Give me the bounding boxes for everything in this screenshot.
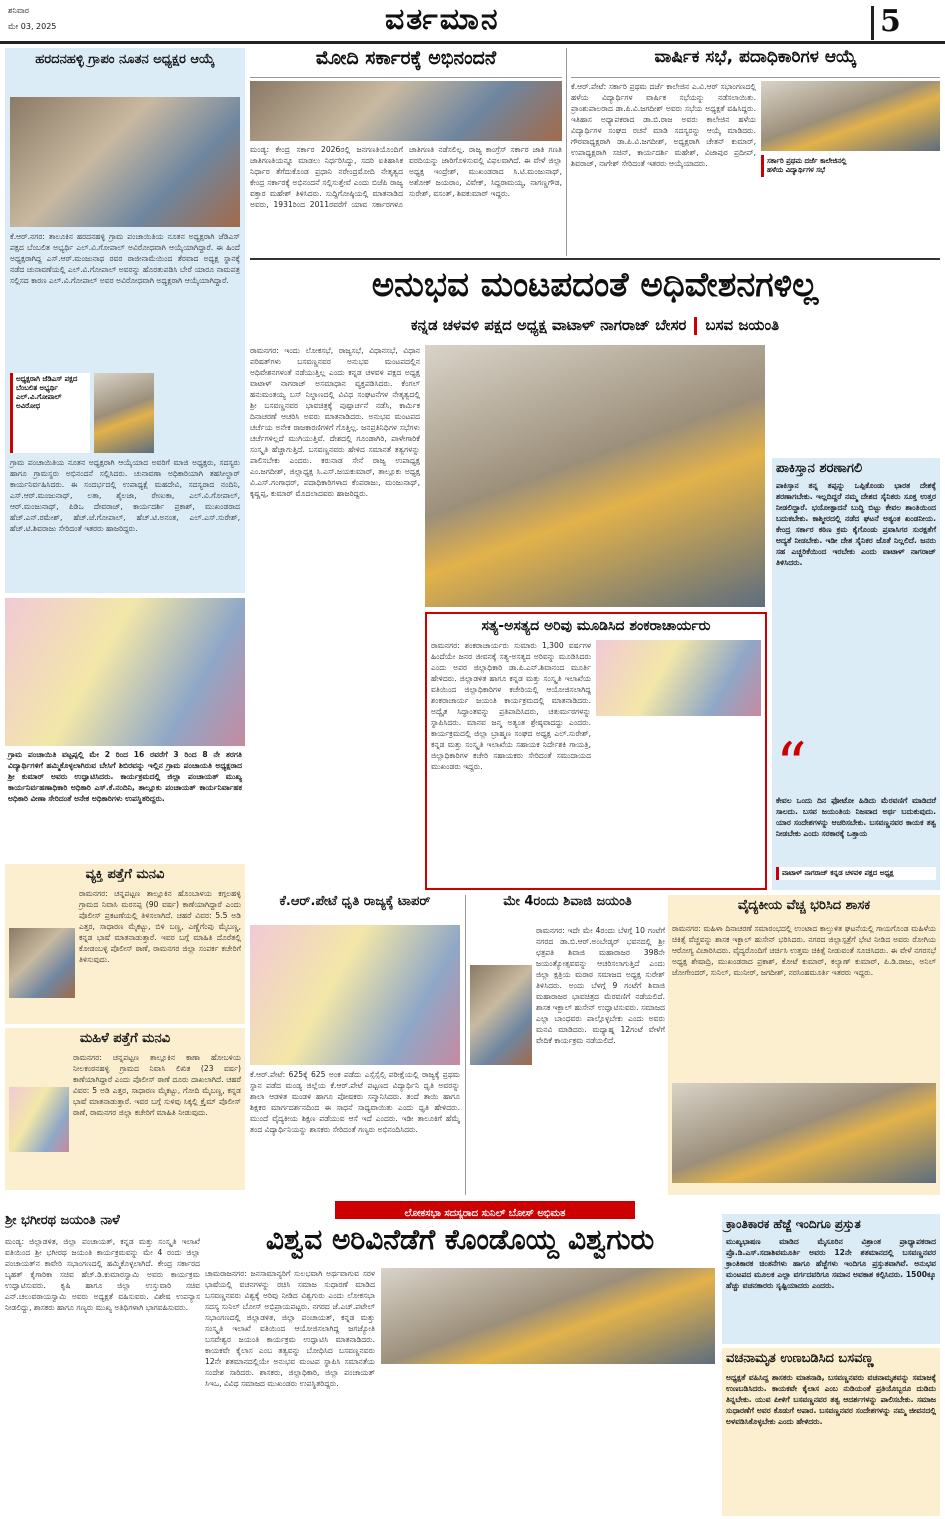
article-anubhava-mantapa xyxy=(250,258,940,310)
article-photo xyxy=(596,640,761,716)
quote-source: ವಾಟಾಳ್ ನಾಗರಾಜ್ ಕನ್ನಡ ಚಳವಳಿ ಪಕ್ಷದ ಅಧ್ಯಕ್ಷ xyxy=(776,867,936,880)
article-quote: ಕೇವಲ ಒಂದು ದಿನ ಫೋಟೋ ಹಿಡಿದು ಮೆರವಣಿಗೆ ಮಾಡಿದರೆ ಸಾಲದು. ಬಸವ ಜಯಂತಿಯ ನಿಜವಾದ ಅರ್ಥ ಬದುಕುವುದು. ಯಾರ ಸಂದೇಶಗಳನ್ನು ಆಚರಿಸಬೇಕು. ಬಸವಣ್ಣನವರ ಕಾಯಕ ತತ್ವ ನೀಡಬೇಕು ಎಂದು ಸರಕಾರಕ್ಕೆ ಒತ್ತಾಯ xyxy=(776,796,936,838)
article-headline: ವೈದ್ಯಕೀಯ ವೆಚ್ಚ ಭರಿಸಿದ ಶಾಸಕ xyxy=(737,898,871,913)
article-caption: ಅಧ್ಯಕ್ಷರಾಗಿ ಜೆಡಿಎಸ್ ಪಕ್ಷದ ಬೆಂಬಲಿತ ಅಭ್ಯರ್ಥಿ ಎಲ್.ವಿ.ಗೋಪಾಲ್ ಅವಿರೋಧ xyxy=(10,373,90,453)
article-body: ಪಾಕಿಸ್ತಾನ ತನ್ನ ತಪ್ಪನ್ನು ಒಪ್ಪಿಕೊಂಡು ಭಾರತ ದೇಶಕ್ಕೆ ಶರಣಾಗಬೇಕು. ಇಲ್ಲದಿದ್ದರೆ ನಮ್ಮ ದೇಶದ ಸೈನಿಕರು ಸೂಕ್ತ ಉತ್ತರ ನೀಡಲಿದ್ದಾರೆ. ಭಯೋತ್ಪಾದನೆ ಬುದ್ಧಿ ಬಿಟ್ಟು ಕೇವಲ ಶಾಂತಿಯಿಂದ ಬದುಕಬೇಕು. ಕಾಶ್ಮೀರದಲ್ಲಿ ನಡೆದ ಘಟನೆ ಅತ್ಯಂತ ಖಂಡನೀಯ. ಕೇಂದ್ರ ಸರ್ಕಾರ ಕಠಿಣ ಕ್ರಮ ಕೈಗೊಂಡು ಪ್ರವಾಸಿಗರ ಸುರಕ್ಷತೆಗೆ ಆದ್ಯತೆ ನೀಡಬೇಕು. ಇಡೀ ದೇಶ ಸೈನಿಕರ ಜೊತೆ ನಿಲ್ಲಲಿದೆ. ಜನರು ಸಹ ಎಚ್ಚರಿಕೆಯಿಂದ ಇರಬೇಕು ಎಂದು ವಾಟಾಳ್ ನಾಗರಾಜ್ ತಿಳಿಸಿದರು. xyxy=(776,481,936,567)
missing-person-photo xyxy=(9,928,75,998)
article-body: ಮಂಡ್ಯ: ಜಿಲ್ಲಾಡಳಿತ, ಜಿಲ್ಲಾ ಪಂಚಾಯತ್, ಕನ್ನಡ ಮತ್ತು ಸಂಸ್ಕೃತಿ ಇಲಾಖೆ ವತಿಯಿಂದ ಶ್ರೀ ಭಗೀರಥ ಜಯಂತಿ ಕಾರ್ಯಕ್ರಮವನ್ನು ಮೇ 4 ರಂದು ಜಿಲ್ಲಾ ಪಂಚಾಯತ್‌ನ ಕಾವೇರಿ ಸಭಾಂಗಣದಲ್ಲಿ ಹಮ್ಮಿಕೊಳ್ಳಲಾಗಿದೆ. ಕೇಂದ್ರ ಸರ್ಕಾರದ ಬೃಹತ್ ಕೈಗಾರಿಕಾ ಸಚಿವ ಹೆಚ್.ಡಿ.ಕುಮಾರಸ್ವಾಮಿ ಅವರು ಕಾರ್ಯಕ್ರಮ ಉದ್ಘಾಟಿಸುವರು. ಕೃಷಿ ಹಾಗೂ ಜಿಲ್ಲಾ ಉಸ್ತುವಾರಿ ಸಚಿವ ಎನ್.ಚಲುವರಾಯಸ್ವಾಮಿ ಅವರು ಅಧ್ಯಕ್ಷತೆ ವಹಿಸುವರು. ವಿಶೇಷ ಉಪನ್ಯಾಸ ನೀಡಲಿದ್ದು, ಶಾಸಕರು ಹಾಗೂ ಗಣ್ಯರು ಮುಖ್ಯ ಅತಿಥಿಗಳಾಗಿ ಭಾಗವಹಿಸುವರು. xyxy=(5,1237,200,1312)
article-body-continued: ಗ್ರಾಮ ಪಂಚಾಯಿತಿಯ ನೂತನ ಅಧ್ಯಕ್ಷರಾಗಿ ಆಯ್ಕೆಯಾದ ಅವರಿಗೆ ಮಾಜಿ ಅಧ್ಯಕ್ಷರು, ಸದಸ್ಯರು ಹಾಗೂ ಗ್ರಾಮಸ್ಥರು ಅಭಿನಂದನೆ ಸಲ್ಲಿಸಿದರು. ಚುನಾವಣಾ ಅಧಿಕಾರಿಯಾಗಿ ತಹಸೀಲ್ದಾರ್ ಕಾರ್ಯನಿರ್ವಹಿಸಿದರು. ಈ ಸಂದರ್ಭದಲ್ಲಿ ಉಪಾಧ್ಯಕ್ಷೆ ಮಹದೇವಿ, ಸದಸ್ಯರಾದ ನಂದಿನಿ, ಎಸ್.ಆರ್.ಮಂಜುನಾಥ್, ಲತಾ, ಶೈಲಜಾ, ರೇಣುಕಾ, ಎಲ್.ವಿ.ಗೋಪಾಲ್, ಆರ್.ಮಂಜುನಾಥ್, ಪಿಡಿಒ ದೇವರಾಜ್, ಕಾರ್ಯದರ್ಶಿ ಪ್ರಕಾಶ್, ಮುಖಂಡರಾದ ಹೆಚ್.ಎನ್.ರಮೇಶ್, ಹೆಚ್.ಜೆ.ಗೋಪಾಲ್, ಹೆಚ್.ಟಿ.ಅನಂತ, ಎಲ್.ಎಸ್.ಸುರೇಶ್, ಹೆಚ್.ಟಿ.ಶಿವರಾಜು ಸೇರಿದಂತೆ ಇತರರು ಹಾಜರಿದ್ದರು. xyxy=(10,458,240,533)
article-body: ರಾಮನಗರ: ಇದೇ ಮೇ 4ರಂದು ಬೆಳಗ್ಗೆ 10 ಗಂಟೆಗೆ ನಗರದ ಡಾ.ಬಿ.ಆರ್.ಅಂಬೇಡ್ಕರ್ ಭವನದಲ್ಲಿ ಶ್ರೀ ಛತ್ರಪತಿ ಶಿವಾಜಿ ಮಹಾರಾಜರ 398ನೇ ಜಯಂತ್ಯೋತ್ಸವವನ್ನು ಆಚರಿಸಲಾಗುತ್ತಿದೆ ಎಂದು ಜಿಲ್ಲಾ ಕ್ಷತ್ರಿಯ ಮರಾಠ ಸಮಾಜದ ಅಧ್ಯಕ್ಷ ಸುರೇಶ್ ತಿಳಿಸಿದರು. ಅಂದು ಬೆಳಗ್ಗೆ 9 ಗಂಟೆಗೆ ಶಿವಾಜಿ ಮಹಾರಾಜರ ಭಾವಚಿತ್ರದ ಮೆರವಣಿಗೆ ನಡೆಯಲಿದೆ. ಶಾಸಕ ಇಕ್ಬಾಲ್ ಹುಸೇನ್ ಉದ್ಘಾಟಿಸುವರು. ಸಮಾಜದ ಎಲ್ಲಾ ಬಾಂಧವರು ಪಾಲ್ಗೊಳ್ಳಬೇಕು ಎಂದು ಅವರು ಮನವಿ ಮಾಡಿದರು. ಮಧ್ಯಾಹ್ನ 12ಗಂಟೆ ವೇಳೆಗೆ ವೇದಿಕೆ ಕಾರ್ಯಕ್ರಮ ನಡೆಯಲಿದೆ. xyxy=(536,926,665,1045)
article-shankaracharya xyxy=(425,612,767,890)
article-kicker-text: ಲೋಕಸಭಾ ಸದಸ್ಯರಾದ ಸುನಿಲ್ ಬೋಸ್ ಅಭಿಮತ xyxy=(404,1208,566,1219)
article-pakistan xyxy=(772,458,940,890)
article-body: ಗ್ರಾಮ ಪಂಚಾಯಿತಿ ವಟ್ಟಪ್ಪಲ್ಲಿ ಮೇ 2 ರಿಂದ 16 ರವರೆಗೆ 3 ರಿಂದ 8 ನೇ ತರಗತಿ ವಿದ್ಯಾರ್ಥಿಗಳಿಗೆ ಹಮ್ಮಿಕೊಳ್ಳಲಾಗಿರುವ ಬೇಸಿಗೆ ಶಿಬಿರವನ್ನು ಇಲ್ಲಿನ ಗ್ರಾಮ ಪಂಚಾಯತಿ ಅಧ್ಯಕ್ಷರಾದ ಶ್ರೀ ಕುಮಾರ್ ಅವರು ಉದ್ಘಾಟಿಸಿದರು. ಕಾರ್ಯಕ್ರಮದಲ್ಲಿ ಜಿಲ್ಲಾ ಪಂಚಾಯತ್ ಮುಖ್ಯ ಕಾರ್ಯನಿರ್ವಹಣಾಧಿಕಾರಿ ಅಧಿಕಾರಿ ಎಸ್.ಕೆ.ನಂದಿನಿ, ತಾಲ್ಲೂಕು ಪಂಚಾಯತ್ ಕಾರ್ಯನಿರ್ವಾಹಕ ಅಧಿಕಾರಿ ವೀಣಾ ಸೇರಿದಂತೆ ಅನೇಕ ಅಧಿಕಾರಿಗಳು ಉಪಸ್ಥಿತರಿದ್ದರು. xyxy=(8,750,242,803)
page-number-divider xyxy=(871,6,874,40)
article-body: ಚಾಮರಾಜನಗರ: ಜನಸಾಮಾನ್ಯರಿಗೆ ಸುಲಭವಾಗಿ ಅರ್ಥವಾಗುವ ಸರಳ ಭಾಷೆಯಲ್ಲಿ ವಚನಗಳನ್ನು ರಚಿಸಿ ಸಮಾಜ ಸುಧಾರಣೆ ಮಾಡಿದ ಬಸವಣ್ಣನವರು ವಿಶ್ವಕ್ಕೆ ಅರಿವು ನೀಡಿದ ವಿಶ್ವಗುರು ಎಂದು ಲೋಕಸಭಾ ಸದಸ್ಯ ಸುನಿಲ್ ಬೋಸ್ ಅಭಿಪ್ರಾಯಪಟ್ಟರು. ನಗರದ ಜೆ.ಎಚ್.ಪಟೇಲ್ ಸಭಾಂಗಣದಲ್ಲಿ ಜಿಲ್ಲಾಡಳಿತ, ಜಿಲ್ಲಾ ಪಂಚಾಯತ್, ಕನ್ನಡ ಮತ್ತು ಸಂಸ್ಕೃತಿ ಇಲಾಖೆ ವತಿಯಿಂದ ಆಯೋಜಿಸಲಾಗಿದ್ದ ಜಗಜ್ಯೋತಿ ಬಸವೇಶ್ವರ ಜಯಂತಿ ಕಾರ್ಯಕ್ರಮ ಉದ್ಘಾಟಿಸಿ ಮಾತನಾಡಿದರು. ಕಾಯಕವೇ ಕೈಲಾಸ ಎಂಬ ತತ್ವವನ್ನು ಬೋಧಿಸಿದ ಬಸವಣ್ಣನವರು 12ನೇ ಶತಮಾನದಲ್ಲಿಯೇ ಅನುಭವ ಮಂಟಪ ಸ್ಥಾಪಿಸಿ ಸಮಾನತೆಯ ಸಂದೇಶ ಸಾರಿದರು. ಶಾಸಕರು, ಜಿಲ್ಲಾಧಿಕಾರಿ, ಜಿಲ್ಲಾ ಪಂಚಾಯತ್ ಸಿಇಒ, ವಿವಿಧ ಸಮಾಜದ ಮುಖಂಡರು ಉಪಸ್ಥಿತರಿದ್ದರು. xyxy=(205,1269,375,1388)
article-photo xyxy=(672,1083,936,1183)
article-headline: ಕ್ರಾಂತಿಕಾರಕ ಹೆಜ್ಜೆ ಇಂದಿಗೂ ಪ್ರಸ್ತುತ xyxy=(726,1217,861,1231)
article-body: ಮುಖ್ಯಭಾಷಣ ಮಾಡಿದ ಮೈಸೂರಿನ ವಿಶ್ರಾಂತ ಪ್ರಾಧ್ಯಾಪಕರಾದ ಪ್ರೊ.ಡಿ.ಎಸ್.ಸದಾಶಿವಮೂರ್ತಿ ಅವರು 12ನೇ ಶತಮಾನದಲ್ಲಿ ಬಸವಣ್ಣನವರ ಕ್ರಾಂತಿಕಾರಕ ಚಿಂತನೆಗಳು ಹಾಗೂ ಹೆಜ್ಜೆಗಳು ಇಂದಿಗೂ ಪ್ರಸ್ತುತವಾಗಿವೆ. ಅನುಭವ ಮಂಟಪದ ಮೂಲಕ ಎಲ್ಲಾ ವರ್ಗದವರಿಗೂ ಸಮಾನ ಅವಕಾಶ ಕಲ್ಪಿಸಿದರು. 1500ಕ್ಕೂ ಹೆಚ್ಚು ವಚನಕಾರರು ಸೃಷ್ಟಿಯಾದರು ಎಂದರು. xyxy=(726,1237,936,1290)
article-photo xyxy=(761,81,940,151)
article-headline: ಮೇ 4ರಂದು ಶಿವಾಜಿ ಜಯಂತಿ xyxy=(503,895,632,909)
masthead xyxy=(0,0,945,44)
article-headline: ವಚನಾಮೃತ ಉಣಬಡಿಸಿದ ಬಸವಣ್ಣ xyxy=(726,1351,874,1366)
article-missing-man xyxy=(5,864,245,1024)
article-headline: ಸತ್ಯ-ಅಸತ್ಯದ ಅರಿವು ಮೂಡಿಸಿದ ಶಂಕರಾಚಾರ್ಯರು xyxy=(481,618,711,634)
article-mla-medical xyxy=(668,895,940,1195)
article-headline: ಪಾಕಿಸ್ತಾನ ಶರಣಾಗಲಿ xyxy=(776,461,863,476)
article-body: ರಾಮನಗರ: ಶಂಕರಾಚಾರ್ಯರು ಸುಮಾರು 1,300 ವರ್ಷಗಳ ಹಿಂದೆಯೇ ಜನರ ಜೀವನಕ್ಕೆ ಸತ್ಯ-ಅಸತ್ಯದ ಅರಿವನ್ನು ಮೂಡಿಸಿದರು ಎಂದು ಅಪರ ಜಿಲ್ಲಾಧಿಕಾರಿ ಡಾ.ಪಿ.ಎನ್.ಶಿವಾನಂದ ಮೂರ್ತಿ ಹೇಳಿದರು. ಜಿಲ್ಲಾಡಳಿತ ಹಾಗೂ ಕನ್ನಡ ಮತ್ತು ಸಂಸ್ಕೃತಿ ಇಲಾಖೆಯ ವತಿಯಿಂದ ಜಿಲ್ಲಾಧಿಕಾರಿಗಳ ಕಚೇರಿಯಲ್ಲಿ ಆಯೋಜಿಸಲಾಗಿದ್ದ ಶಂಕರಾಚಾರ್ಯ ಜಯಂತಿ ಕಾರ್ಯಕ್ರಮದಲ್ಲಿ ಮಾತನಾಡಿದರು. ಅದ್ವೈತ ಸಿದ್ಧಾಂತವನ್ನು ಪ್ರತಿಪಾದಿಸಿದರು, ಚತುರ್ಮಠಗಳನ್ನು ಸ್ಥಾಪಿಸಿದರು. ಮಾನವ ಜನ್ಮ ಅತ್ಯಂತ ಶ್ರೇಷ್ಠವಾದದ್ದು ಎಂದರು. ಕಾರ್ಯಕ್ರಮದಲ್ಲಿ ಜಿಲ್ಲಾ ಬ್ರಾಹ್ಮಣ ಸಂಘದ ಅಧ್ಯಕ್ಷ ಎಲ್.ಸುರೇಶ್, ಕನ್ನಡ ಮತ್ತು ಸಂಸ್ಕೃತಿ ಇಲಾಖೆಯ ಸಹಾಯಕ ನಿರ್ದೇಶಕಿ ಗಾಯತ್ರಿ, ಜಿಲ್ಲಾಧಿಕಾರಿಗಳ ಕಚೇರಿ ಸಹಾಯಕರು ಸೇರಿದಂತೆ ಸಮುದಾಯದ ಮುಖಂಡರು ಇದ್ದರು. xyxy=(431,641,591,771)
article-body: ರಾಮನಗರ: ಚನ್ನಪಟ್ಟಣ ತಾಲ್ಲೂಕಿನ ಕಾಣಾ ಹೋಬಳಿಯ ನೀಲಕಂಠನಹಳ್ಳಿ ಗ್ರಾಮದ ನಿವಾಸಿ ಲಿಖಿತ (23 ವರ್ಷ) ಕಾಣೆಯಾಗಿದ್ದಾರೆ ಎಂದು ಪೊಲೀಸ್ ಠಾಣೆ ದೂರು ದಾಖಲಾಗಿದೆ. ಚಹರೆ ವಿವರ: 5 ಅಡಿ ಎತ್ತರ, ಸಾಧಾರಣ ಮೈಕಟ್ಟು, ಗೋದಿ ಮೈಬಣ್ಣ, ಕನ್ನಡ ಭಾಷೆ ಮಾತನಾಡುತ್ತಾರೆ. ಇವರ ಬಗ್ಗೆ ಸುಳಿವು ಸಿಕ್ಕಲ್ಲಿ ಕ್ರೈಮ್ ಪೊಲೀಸ್ ಠಾಣೆ, ರಾಮನಗರ ಜಿಲ್ಲಾ ಕಚೇರಿಗೆ ಮಾಹಿತಿ ನೀಡುವುದು. xyxy=(73,1053,241,1117)
article-revolutionary-step xyxy=(722,1214,940,1344)
article-headline: ಮೋದಿ ಸರ್ಕಾರಕ್ಕೆ ಅಭಿನಂದನೆ xyxy=(250,48,562,78)
article-body: ಮಂಡ್ಯ: ಕೇಂದ್ರ ಸರ್ಕಾರ 2026ರಲ್ಲಿ ಜನಗಣತಿಯೊಂದಿಗೆ ಜಾತಿಗಣತಿಯನ್ನೂ ಮಾಡಲು ನಿರ್ಧರಿಸಿದ್ದು, ಸದರಿ ಐತಿಹಾಸಿಕ ನಿರ್ಧಾರ ತೆಗೆದುಕೊಂಡ ಪ್ರಧಾನಿ ನರೇಂದ್ರಮೋದಿ ನೇತೃತ್ವದ ಕೇಂದ್ರ ಸರ್ಕಾರಕ್ಕೆ ಅಭಿನಂದನೆ ಸಲ್ಲಿಸುತ್ತೇವೆ ಎಂದು ಬಿಜೆಪಿ ರಾಜ್ಯ ವಕ್ತಾರ ಮಹೇಶ್ ತಿಳಿಸಿದರು. ಸುದ್ದಿಗೋಷ್ಠಿಯಲ್ಲಿ ಮಾತನಾಡಿದ ಅವರು, 1931ರಿಂದ 2011ರವರೆಗೆ ಯಾವ ಸರ್ಕಾರಗಳೂ ಜಾತಿಗಣತಿ ನಡೆಸಲಿಲ್ಲ. ರಾಜ್ಯ ಕಾಂಗ್ರೆಸ್ ಸರ್ಕಾರ ಜಾತಿ ಗಣತಿ ವರದಿಯನ್ನು ಜಾರಿಗೊಳಿಸುವಲ್ಲಿ ವಿಫಲವಾಗಿದೆ. ಈ ವೇಳೆ ಜಿಲ್ಲಾ ಅಧ್ಯಕ್ಷ ಇಂದ್ರೇಶ್, ಮುಖಂಡರಾದ ಸಿ.ಟಿ.ಮಂಜುನಾಥ್, ಅಶೋಕ್ ಜಯರಾಂ, ವಿವೇಕ್, ಸಿದ್ದರಾಮಯ್ಯ, ನಾಗಣ್ಣಗೌಡ, ಸುರೇಶ್, ವಸಂತ್, ಶಿವಕುಮಾರ್ ಇದ್ದರು. xyxy=(250,145,562,209)
article-headline: ವಿಶ್ವವ ಅರಿವಿನೆಡೆಗೆ ಕೊಂಡೊಯ್ದ ವಿಶ್ವಗುರು xyxy=(265,1224,655,1256)
article-photo xyxy=(10,97,240,227)
portrait-photo xyxy=(94,373,154,453)
article-subheadline: ಕನ್ನಡ ಚಳವಳಿ ಪಕ್ಷದ ಅಧ್ಯಕ್ಷ ವಾಟಾಳ್ ನಾಗರಾಜ್ ಬೇಸರ xyxy=(410,316,687,335)
article-body: ಕೆ.ಆರ್.ನಗರ: ತಾಲೂಕಿನ ಹರದನಹಳ್ಳಿ ಗ್ರಾಮ ಪಂಚಾಯಿತಿಯ ನೂತನ ಅಧ್ಯಕ್ಷರಾಗಿ ಜೆಡಿಎಸ್ ಪಕ್ಷದ ಬೆಂಬಲಿತ ಅಭ್ಯರ್ಥಿ ಎಲ್.ವಿ.ಗೋಪಾಲ್ ಅವಿರೋಧವಾಗಿ ಆಯ್ಕೆಯಾಗಿದ್ದಾರೆ. ಈ ಹಿಂದೆ ಅಧ್ಯಕ್ಷರಾಗಿದ್ದ ಎಸ್.ಆರ್.ಮಂಜುನಾಥ ರವರ ರಾಜೀನಾಮೆಯಿಂದ ತೆರವಾದ ಅಧ್ಯಕ್ಷ ಸ್ಥಾನಕ್ಕೆ ನಡೆದ ಚುನಾವಣೆಯಲ್ಲಿ ಎಲ್.ವಿ.ಗೋಪಾಲ್ ಅವರನ್ನು ಹೊರತುಪಡಿಸಿ ಬೇರೆ ಯಾರೂ ನಾಮಪತ್ರ ಸಲ್ಲಿಸದ ಕಾರಣ ಎಲ್.ವಿ.ಗೋಪಾಲ್ ಅವರ ಅವಿರೋಧವಾಗಿ ಅಧ್ಯಕ್ಷರಾಗಿ ಆಯ್ಕೆಯಾಗಿದ್ದಾರೆ. xyxy=(10,232,240,285)
article-bhagiratha-jayanti xyxy=(5,1214,200,1514)
article-kicker xyxy=(335,1201,635,1219)
article-annual-meeting xyxy=(566,48,940,256)
masthead-day: ಶನಿವಾರ xyxy=(8,6,30,15)
article-body: ಕೆ.ಆರ್.ಪೇಟೆ: 625ಕ್ಕೆ 625 ಅಂಕ ಪಡೆದು ಎಸ್ಸೆಸ್ಸೆಲ್ಸಿ ಪರೀಕ್ಷೆಯಲ್ಲಿ ರಾಜ್ಯಕ್ಕೆ ಪ್ರಥಮ ಸ್ಥಾನ ಪಡೆದ ಮಂಡ್ಯ ಜಿಲ್ಲೆಯ ಕೆ.ಆರ್.ಪೇಟೆ ಪಟ್ಟಣದ ವಿದ್ಯಾರ್ಥಿನಿ ಧೃತಿ ಅವರನ್ನು ಶಾಲಾ ಆಡಳಿತ ಮಂಡಳಿ ಹಾಗೂ ಪೋಷಕರು ಸನ್ಮಾನಿಸಿದರು. ತಂದೆ ತಾಯಿ ಹಾಗೂ ಶಿಕ್ಷಕರ ಮಾರ್ಗದರ್ಶನದಿಂದ ಈ ಸಾಧನೆ ಸಾಧ್ಯವಾಯಿತು ಎಂದು ಧೃತಿ ಹೇಳಿದರು. ಮುಂದೆ ವೈದ್ಯಕೀಯ ಶಿಕ್ಷಣ ಪಡೆಯುವ ಆಸೆ ಇದೆ ಎಂದರು. ಇಡೀ ತಾಲೂಕಿಗೆ ಹೆಮ್ಮೆ ತಂದ ವಿದ್ಯಾರ್ಥಿನಿಯನ್ನು ಶಾಸಕರು ಸೇರಿದಂತೆ ಗಣ್ಯರು ಅಭಿನಂದಿಸಿದರು. xyxy=(250,1070,460,1134)
missing-person-photo xyxy=(9,1087,69,1152)
article-subheadline-row xyxy=(250,314,940,338)
article-summer-camp xyxy=(5,598,245,860)
divider xyxy=(694,317,697,335)
page-number: 5 xyxy=(880,4,901,39)
newspaper-logo: ವರ್ತಮಾನ xyxy=(385,2,500,37)
shivaji-portrait xyxy=(470,965,532,1065)
article-vachanamrutha xyxy=(722,1348,940,1516)
article-body: ರಾಮನಗರ: ಇಂದು ಲೋಕಸಭೆ, ರಾಜ್ಯಸಭೆ, ವಿಧಾನಸಭೆ, ವಿಧಾನ ಪರಿಷತ್‌ಗಳು ಬಸವಣ್ಣನವರ ಅನುಭವ ಮಂಟಪದಲ್ಲಿನ ಅಧಿವೇಶನಗಳಂತೆ ನಡೆಯುತ್ತಿಲ್ಲ ಎಂದು ಕನ್ನಡ ಚಳವಳಿ ಪಕ್ಷದ ಅಧ್ಯಕ್ಷ ವಾಟಾಳ್ ನಾಗರಾಜ್ ಅಸಮಾಧಾನ ವ್ಯಕ್ತಪಡಿಸಿದರು. ಕೆಂಗಲ್ ಹನುಮಂತಯ್ಯ ಬಸ್ ನಿಲ್ದಾಣದಲ್ಲಿ ವಿವಿಧ ಸಂಘಟನೆಗಳ ನೇತೃತ್ವದಲ್ಲಿ ಶ್ರೀ ಬಸವಣ್ಣನವರ ಭಾವಚಿತ್ರಕ್ಕೆ ಪುಷ್ಪಾರ್ಚನೆ ನಡೆಸಿ, ಕಾರ್ಮಿಕ ದಿನಾಚರಣೆ ಆಚರಿಸಿ ಅವರು ಮಾತನಾಡಿದರು. ಅನುಭವ ಮಂಟಪದ ಚರ್ಚೆಯ ಅನೇಕ ರಾಜಕಾರಣಿಗಳಿಗೆ ಗೊತ್ತಿಲ್ಲ. ಜನಪ್ರತಿನಿಧಿಗಳ ಸಭೆಗಳು ಚರ್ಚೆಗಳಿಲ್ಲದೆ ಮುಗಿಯುತ್ತಿವೆ. ದೇಶದಲ್ಲಿ ಗೂಂಡಾಗಿರಿ, ಪಾಳೇಗಾರಿಕೆ ಸಂಸ್ಕೃತಿ ಹೆಚ್ಚಾಗುತ್ತಿದೆ. ಬಸವಣ್ಣನವರು ಹೇಳಿದ ಸಮಾನತೆ ತತ್ವಗಳನ್ನು ಪಾಲಿಸಬೇಕು ಎಂದರು. ಕರುನಾಡ ಸೇನೆ ರಾಜ್ಯ ಉಪಾಧ್ಯಕ್ಷ ಎಂ.ಜಗದೀಶ್, ಜಿಲ್ಲಾಧ್ಯಕ್ಷ ಸಿ.ಎಸ್.ಜಯಕುಮಾರ್, ತಾಲ್ಲೂಕು ಅಧ್ಯಕ್ಷ ವಿ.ಎಸ್.ಗಂಗಾಧರ್, ಪದಾಧಿಕಾರಿಗಳಾದ ಕೆಂಪರಾಜು, ಮಂಜುನಾಥ್, ಕೃಷ್ಣಪ್ಪ, ಕುಮಾರ್ ಮೊದಲಾದವರು ಹಾಜರಿದ್ದರು. xyxy=(250,346,420,498)
article-photo xyxy=(250,81,562,141)
event-tag: ಬಸವ ಜಯಂತಿ xyxy=(705,316,780,335)
article-anubhava-body xyxy=(250,345,420,890)
article-vishwaguru xyxy=(205,1224,715,1516)
article-headline: ವಾರ್ಷಿಕ ಸಭೆ, ಪದಾಧಿಕಾರಿಗಳ ಆಯ್ಕೆ xyxy=(571,48,940,78)
article-body: ಅಧ್ಯಕ್ಷತೆ ವಹಿಸಿದ್ದ ಶಾಸಕರು ಮಾತನಾಡಿ, ಬಸವಣ್ಣನವರು ವಚನಾಮೃತವನ್ನು ಸಮಾಜಕ್ಕೆ ಉಣಬಡಿಸಿದರು. ಕಾಯಕವೇ ಕೈಲಾಸ ಎಂಬ ನುಡಿಯಂತೆ ಪ್ರತಿಯೊಬ್ಬರೂ ದುಡಿದು ತಿನ್ನಬೇಕು. ಯುವ ಪೀಳಿಗೆ ಬಸವಣ್ಣನವರ ತತ್ವ ಆದರ್ಶಗಳನ್ನು ಪಾಲಿಸಬೇಕು. ಸಮಾಜ ಸುಧಾರಣೆಗೆ ಅವರ ಕೊಡುಗೆ ಅಪಾರ. ಬಸವಣ್ಣನವರ ಸಂದೇಶಗಳನ್ನು ನಮ್ಮ ಜೀವನದಲ್ಲಿ ಅಳವಡಿಸಿಕೊಳ್ಳಬೇಕು ಎಂದು ಹೇಳಿದರು. xyxy=(726,1373,936,1426)
article-headline: ಕೆ.ಆರ್.ಪೇಟೆ ಧೃತಿ ರಾಜ್ಯಕ್ಕೆ ಟಾಪರ್ xyxy=(279,895,431,909)
article-harudanahalli xyxy=(5,48,245,593)
article-modi-govt xyxy=(250,48,562,256)
article-headline: ವ್ಯಕ್ತಿ ಪತ್ತೆಗೆ ಮನವಿ xyxy=(85,867,165,882)
masthead-date: ಮೇ 03, 2025 xyxy=(8,22,57,31)
article-body: ಕೆ.ಆರ್.ಪೇಟೆ: ಸರ್ಕಾರಿ ಪ್ರಥಮ ದರ್ಜೆ ಕಾಲೇಜಿನ ಎ.ವಿ.ಆರ್ ಸಭಾಂಗಣದಲ್ಲಿ ಹಳೆಯ ವಿದ್ಯಾರ್ಥಿಗಳ ವಾರ್ಷಿಕ ಸಭೆಯನ್ನು ನಡೆಸಲಾಯಿತು. ಪ್ರಾಂಶುಪಾಲರಾದ ಡಾ.ಪಿ.ವಿ.ಜಗದೀಶ್ ಅವರು ಸಭೆಯ ಅಧ್ಯಕ್ಷತೆ ವಹಿಸಿದ್ದರು. ಇತಿಹಾಸ ಅಧ್ಯಾಪಕರಾದ ಡಾ.ಬಿ.ರಾಜ ಅವರು ಕಾಲೇಜಿನ ಹಳೆಯ ವಿದ್ಯಾರ್ಥಿಗಳ ಸಂಘದ ರಚನೆ ಮಾಡಿ ಸದಸ್ಯರನ್ನು ಆಯ್ಕೆ ಮಾಡಿದರು. ಗೌರವಾಧ್ಯಕ್ಷರಾಗಿ ಡಾ.ಪಿ.ವಿ.ಜಗದೀಶ್, ಅಧ್ಯಕ್ಷರಾಗಿ ಚೇತನ್ ಕುಮಾರ್, ಉಪಾಧ್ಯಕ್ಷರಾಗಿ ಸಚಿನ್, ಕಾರ್ಯದರ್ಶಿ ಮಹೇಶ್, ವಿಜಾಪುರ ಪ್ರದೀಪ್, ಶಿವರಾಜ್, ನಾಗೇಶ್ ಸೇರಿದಂತೆ ಇತರರು ಆಯ್ಕೆಯಾದರು. xyxy=(571,82,756,168)
article-photo xyxy=(5,598,245,746)
article-headline: ಅನುಭವ ಮಂಟಪದಂತೆ ಅಧಿವೇಶನಗಳಿಲ್ಲ xyxy=(371,265,819,305)
article-photo xyxy=(381,1268,715,1364)
article-main-photo xyxy=(425,345,765,607)
article-headline: ಮಹಿಳೆ ಪತ್ತೆಗೆ ಮನವಿ xyxy=(79,1031,171,1046)
quote-mark-icon: “ xyxy=(776,730,807,800)
article-caption: ಸರ್ಕಾರಿ ಪ್ರಥಮ ದರ್ಜೆ ಕಾಲೇಜಿನಲ್ಲಿ ಹಳೆಯ ವಿದ್ಯಾರ್ಥಿಗಳ ಸಭೆ xyxy=(761,155,856,177)
article-photo xyxy=(250,925,460,1065)
article-headline: ಹರದನಹಳ್ಳಿ ಗ್ರಾಪಂ ನೂತನ ಅಧ್ಯಕ್ಷರ ಆಯ್ಕೆ xyxy=(35,52,215,67)
article-dhruthi-topper xyxy=(250,895,460,1195)
article-shivaji-jayanti xyxy=(465,895,665,1195)
article-body: ರಾಮನಗರ: ಮಹಿಳಾ ದಿನಾಚರಣೆ ಸಮಾರಂಭದಲ್ಲಿ ಉಂಟಾದ ಕಾಲ್ತುಳಿತ ಘಟನೆಯಲ್ಲಿ ಗಾಯಗೊಂಡ ಮಹಿಳೆಯ ಚಿಕಿತ್ಸೆ ವೆಚ್ಚವನ್ನು ಶಾಸಕ ಇಕ್ಬಾಲ್ ಹುಸೇನ್ ಭರಿಸಿದರು. ನಗರದ ಜಿಲ್ಲಾಸ್ಪತ್ರೆಗೆ ಭೇಟಿ ನೀಡಿದ ಅವರು ರೋಗಿಯ ಆರೋಗ್ಯ ವಿಚಾರಿಸಿದರು. ವೈದ್ಯರೊಂದಿಗೆ ಚರ್ಚಿಸಿ ಉತ್ತಮ ಚಿಕಿತ್ಸೆ ನೀಡುವಂತೆ ಸೂಚಿಸಿದರು. ಈ ವೇಳೆ ನಗರಸಭೆ ಅಧ್ಯಕ್ಷ ಶೇಷಾದ್ರಿ, ಮುಖಂಡರಾದ ಪ್ರಕಾಶ್, ಕೋಟೆ ಕುಮಾರ್, ಕಲ್ಯಾಣ್ ಕುಮಾರ್, ಪಿ.ಡಿ.ರಾಜು, ಅನಿಲ್ ಜೋಗೇಂದರ್, ಸುನಿಲ್, ಮುನೀರ್, ಜಗದೀಶ್, ನರಸಿಂಹಮೂರ್ತಿ ಇತರರು ಇದ್ದರು. xyxy=(672,924,936,977)
article-missing-woman xyxy=(5,1028,245,1190)
article-headline: ಶ್ರೀ ಭಗೀರಥ ಜಯಂತಿ ನಾಳೆ xyxy=(5,1214,120,1228)
article-body: ರಾಮನಗರ: ಚನ್ನಪಟ್ಟಣ ತಾಲ್ಲೂಕಿನ ಹೊಂಬಾಳಯ ಕಗ್ಗಲಹಳ್ಳಿ ಗ್ರಾಮದ ನಿವಾಸಿ ಮರಸಪ್ಪ (90 ವರ್ಷ) ಕಾಣೆಯಾಗಿದ್ದಾರೆ ಎಂದು ಪೊಲೀಸ್ ಪ್ರಕಟಣೆಯಲ್ಲಿ ತಿಳಿಸಲಾಗಿದೆ. ಚಹರೆ ವಿವರ: 5.5 ಅಡಿ ಎತ್ತರ, ಸಾಧಾರಣ ಮೈಕಟ್ಟು, ಬಿಳಿ ಬಣ್ಣ, ಎಣ್ಣೆಗೆಂಪು ಮೈಬಣ್ಣ, ಕನ್ನಡ ಭಾಷೆ ಮಾತನಾಡುತ್ತಾರೆ. ಇವರ ಬಗ್ಗೆ ಮಾಹಿತಿ ದೊರೆತಲ್ಲಿ ಕೋಡಂಬಳ್ಳಿ ಪೊಲೀಸ್ ಠಾಣೆ, ರಾಮನಗರ ಜಿಲ್ಲಾ ಸಂಪರ್ಕ ಕಚೇರಿಗೆ ತಿಳಿಸುವುದು. xyxy=(79,889,241,964)
